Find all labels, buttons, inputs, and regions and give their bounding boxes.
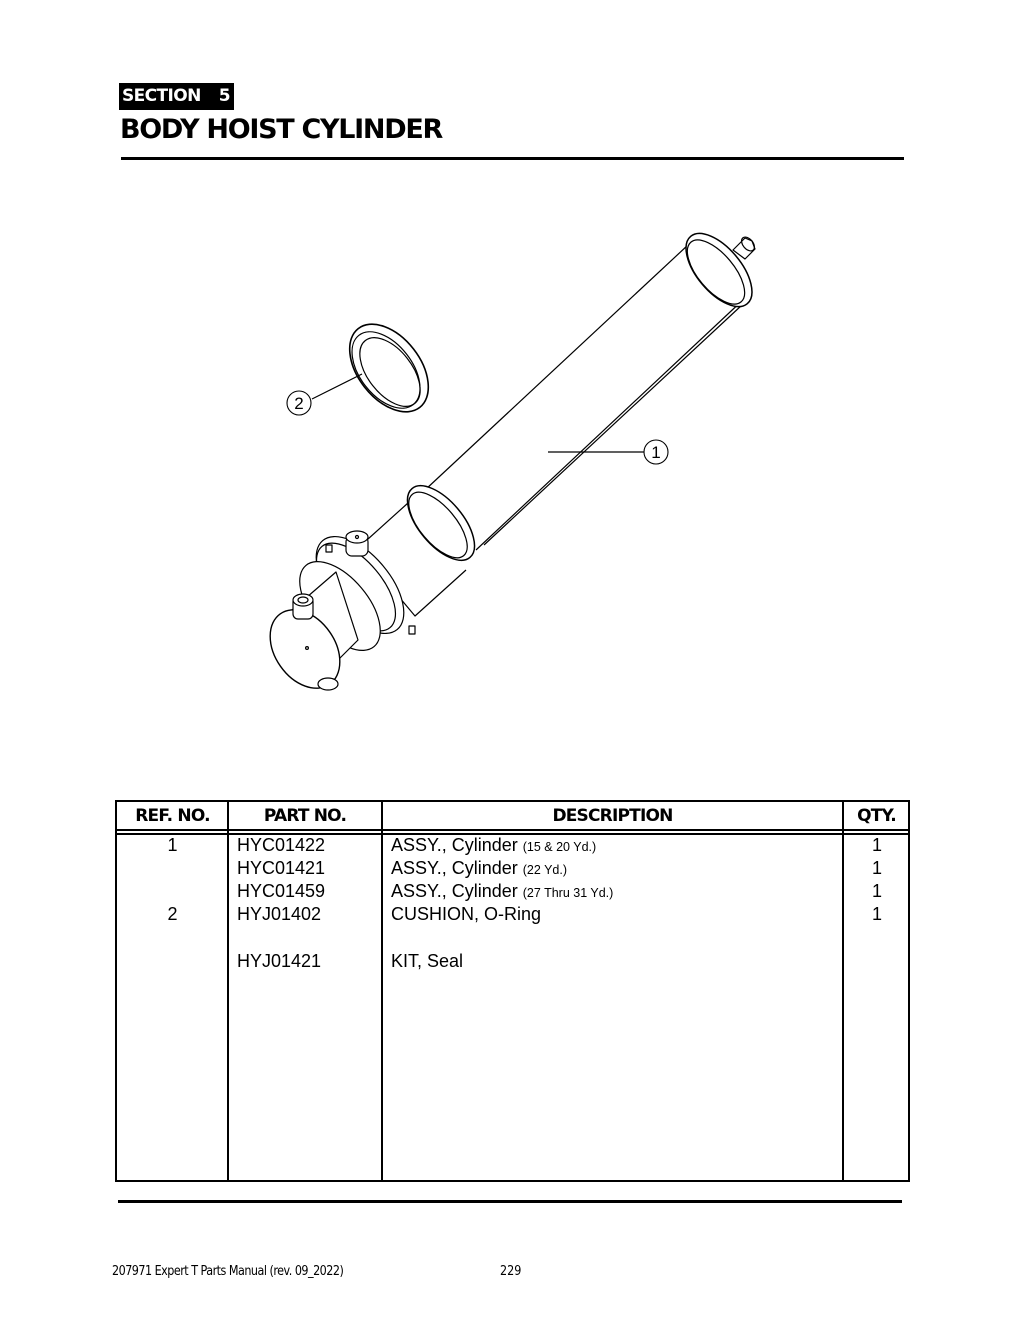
description-note: (22 Yd.) [522, 863, 567, 877]
header-ref-no: REF. NO. [135, 806, 210, 826]
qty: 1 [871, 835, 882, 855]
description-main: CUSHION, O-Ring [391, 904, 542, 924]
part-no: HYJ01421 [237, 951, 322, 971]
header-divider [117, 829, 908, 831]
description [391, 950, 463, 975]
description [391, 880, 613, 905]
header-part-no: PART NO. [263, 806, 347, 826]
page-title: BODY HOIST CYLINDER [120, 114, 442, 145]
part-no: HYC01421 [237, 858, 326, 878]
description-note: (15 & 20 Yd.) [522, 840, 597, 854]
manual-reference: 207971 Expert T Parts Manual (rev. 09_2022) [112, 1264, 344, 1279]
ref-no: 2 [167, 904, 178, 924]
callout-2 [287, 374, 362, 415]
description [391, 834, 596, 859]
footer-rule [118, 1200, 902, 1203]
callout-1 [548, 440, 668, 464]
svg-text:1: 1 [651, 443, 661, 462]
description-main: ASSY., Cylinder [391, 835, 518, 855]
description-main: ASSY., Cylinder [391, 881, 518, 901]
qty: 1 [871, 881, 882, 901]
part-no: HYC01422 [237, 835, 326, 855]
table-row [117, 903, 908, 926]
page-number: 229 [500, 1264, 522, 1279]
table-row [117, 880, 908, 903]
cylinder-illustration [256, 222, 764, 701]
section-tag [119, 83, 234, 110]
part-no: HYC01459 [237, 881, 326, 901]
exploded-parts-diagram [0, 180, 1024, 740]
description-main: KIT, Seal [391, 951, 464, 971]
qty: 1 [871, 904, 882, 924]
table-row [117, 857, 908, 880]
description [391, 903, 541, 928]
table-row [117, 950, 908, 973]
section-number: 5 [218, 86, 230, 106]
header-rule [121, 157, 904, 160]
ref-no: 1 [167, 835, 178, 855]
o-ring-illustration [334, 310, 444, 427]
section-label: SECTION [122, 86, 201, 106]
qty: 1 [871, 858, 882, 878]
description [391, 857, 567, 882]
description-note: (27 Thru 31 Yd.) [522, 886, 614, 900]
parts-table [115, 800, 910, 1182]
svg-text:2: 2 [294, 394, 304, 413]
table-row [117, 834, 908, 857]
header-qty: QTY. [857, 806, 896, 826]
part-no: HYJ01402 [237, 904, 322, 924]
description-main: ASSY., Cylinder [391, 858, 518, 878]
header-description: DESCRIPTION [552, 806, 673, 826]
